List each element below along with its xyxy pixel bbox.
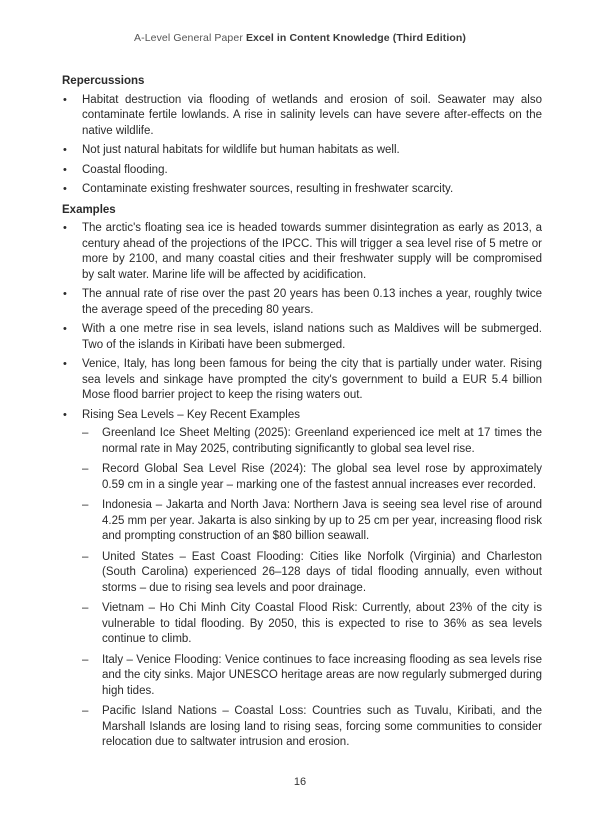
repercussions-heading: Repercussions (62, 75, 145, 87)
list-item: • Habitat destruction via flooding of wetlands and erosion of soil. Seawater may also contaminate fertile lowlands. A rise in salinity levels can have severe after-effects on the native wildlife. (62, 93, 542, 140)
sub-list-item: – Greenland Ice Sheet Melting (2025): Greenland experienced ice melt at 17 times the normal rate in May 2025, contributing significantly to global sea level rise. (82, 426, 542, 457)
list-item: • Contaminate existing freshwater sources, resulting in freshwater scarcity. (62, 182, 542, 198)
list-item: • With a one metre rise in sea levels, island nations such as Maldives will be submerged. Two of the islands in Kiribati have been submerged. (62, 322, 542, 353)
list-item: • The arctic's floating sea ice is headed towards summer disintegration as early as 2013, a century ahead of the projections of the IPCC. This will trigger a sea level rise of 5 metre or more by 2100, and many coastal cities and their freshwater supply will be compromised by salt water. Marine life will be affected by acidification. (62, 221, 542, 283)
repercussions-list (62, 93, 542, 198)
sub-list-item: – Vietnam – Ho Chi Minh City Coastal Flood Risk: Currently, about 23% of the city is vulnerable to tidal flooding. By 2050, this is expected to rise to 36% as sea levels continue to climb. (82, 601, 542, 648)
running-header (0, 32, 600, 44)
page-body (62, 74, 542, 756)
examples-heading: Examples (62, 203, 116, 216)
key-examples-list (82, 426, 542, 751)
page-number: 16 (293, 776, 307, 788)
sub-list-item: – United States – East Coast Flooding: Cities like Norfolk (Virginia) and Charleston (South Carolina) experienced 26–128 days of tidal flooding annually, even without storms – due to rising sea levels and poor drainage. (82, 550, 542, 597)
list-item: • Venice, Italy, has long been famous for being the city that is partially under water. Rising sea levels and sinkage have prompted the city's government to build a EUR 5.4 billion Mose flood barrier project to keep the rising waters out. (62, 357, 542, 404)
sub-list-item: – Indonesia – Jakarta and North Java: Northern Java is seeing sea level rise of around 4.25 mm per year. Jakarta is also sinking by up to 25 cm per year, increasing flood risk and prompting construction of an $80 billion seawall. (82, 498, 542, 545)
header-book-title: Excel in Content Knowledge (Third Edition) (245, 32, 466, 44)
sub-list-item: – Record Global Sea Level Rise (2024): The global sea level rose by approximately 0.59 cm in a single year – marking one of the fastest annual increases ever recorded. (82, 462, 542, 493)
list-item: • The annual rate of rise over the past 20 years has been 0.13 inches a year, roughly twice the average speed of the preceding 80 years. (62, 287, 542, 318)
examples-list (62, 221, 542, 751)
list-item-key-examples (62, 408, 542, 751)
list-item: • Not just natural habitats for wildlife but human habitats as well. (62, 143, 542, 159)
header-series: A-Level General Paper (134, 32, 243, 44)
list-item: • Coastal flooding. (62, 163, 542, 179)
sub-list-item: – Pacific Island Nations – Coastal Loss: Countries such as Tuvalu, Kiribati, and the Marshall Islands are losing land to rising seas, forcing some communities to consider relocation due to saltwater intrusion and erosion. (82, 704, 542, 751)
key-examples-label: Rising Sea Levels – Key Recent Examples (82, 408, 300, 421)
sub-list-item: – Italy – Venice Flooding: Venice continues to face increasing flooding as sea levels rise and the city sinks. Major UNESCO heritage areas are now regularly submerged during high tides. (82, 653, 542, 700)
